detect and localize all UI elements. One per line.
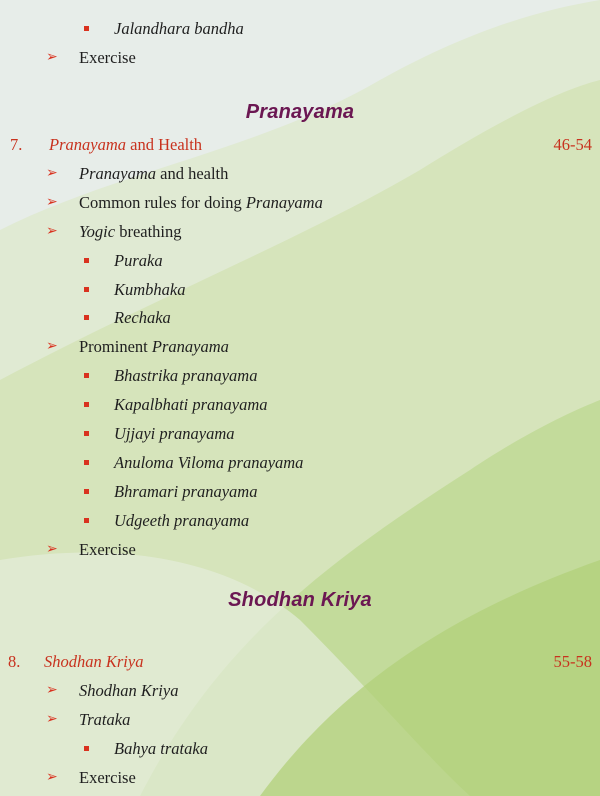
arrowhead-bullet-icon: ➢ xyxy=(46,339,58,355)
entry-text-part: Shodhan Kriya xyxy=(44,652,144,671)
entry-text-part: Prominent xyxy=(79,337,152,357)
entry-text-part: breathing xyxy=(115,221,182,241)
entry-text-part: Pranayama xyxy=(245,192,323,212)
arrowhead-bullet-icon: ➢ xyxy=(46,165,58,181)
arrowhead-bullet-icon: ➢ xyxy=(46,711,58,727)
toc-entry xyxy=(0,333,600,361)
arrowhead-bullet-icon: ➢ xyxy=(46,541,58,557)
chapter-page-range: 55-58 xyxy=(553,652,592,671)
toc-entry-label xyxy=(79,218,182,246)
toc-subentry xyxy=(0,478,600,506)
toc-entry-label xyxy=(79,536,136,564)
entry-text-part: Shodhan Kriya xyxy=(79,680,179,700)
chapter-number: 7. xyxy=(10,135,23,154)
red-square-bullet-icon xyxy=(84,518,89,523)
toc-entry xyxy=(0,706,600,734)
toc-subentry xyxy=(0,391,600,419)
toc-subentry-label: Bhramari pranayama xyxy=(114,481,258,501)
toc-entry-label xyxy=(79,677,178,705)
entry-text-part: and health xyxy=(156,163,229,183)
entry-text-part: Trataka xyxy=(79,709,131,729)
chapter-entry xyxy=(0,131,600,159)
entry-text-part: Pranayama xyxy=(151,337,229,357)
chapter-number: 8. xyxy=(8,652,21,671)
toc-subentry xyxy=(0,304,600,332)
toc-subentry-label: Anuloma Viloma pranayama xyxy=(114,452,304,472)
entry-text-part: Exercise xyxy=(79,539,136,559)
chapter-entry xyxy=(0,648,600,676)
toc-entry-label xyxy=(79,189,323,217)
toc-subentry xyxy=(0,420,600,448)
toc-entry xyxy=(0,677,600,705)
toc-entry xyxy=(0,160,600,188)
toc-subentry xyxy=(0,15,600,43)
red-square-bullet-icon xyxy=(84,315,89,320)
red-square-bullet-icon xyxy=(84,287,89,292)
red-square-bullet-icon xyxy=(84,258,89,263)
arrowhead-bullet-icon: ➢ xyxy=(46,682,58,698)
red-square-bullet-icon xyxy=(84,460,89,465)
chapter-page-range: 46-54 xyxy=(553,135,592,154)
toc-entry xyxy=(0,189,600,217)
toc-subentry xyxy=(0,276,600,304)
toc-subentry-label: Udgeeth pranayama xyxy=(114,510,250,530)
toc-subentry xyxy=(0,362,600,390)
toc-subentry xyxy=(0,247,600,275)
chapter-title[interactable] xyxy=(44,648,143,676)
arrowhead-bullet-icon: ➢ xyxy=(46,223,58,239)
toc-entry xyxy=(0,764,600,792)
toc-subentry-label: Bahya trataka xyxy=(114,738,208,758)
toc-entry-label xyxy=(79,706,130,734)
entry-text-part: Pranayama xyxy=(49,135,126,154)
chapter-title[interactable] xyxy=(49,131,202,159)
toc-subentry-label: Jalandhara bandha xyxy=(114,19,244,38)
red-square-bullet-icon xyxy=(84,26,89,31)
entry-text-part: and Health xyxy=(126,135,203,154)
toc-entry xyxy=(0,44,600,72)
toc-entry xyxy=(0,218,600,246)
entry-text-part: Pranayama xyxy=(79,163,156,183)
entry-text-part: Yogic xyxy=(79,221,116,241)
toc-subentry-label: Puraka xyxy=(114,250,163,270)
red-square-bullet-icon xyxy=(84,489,89,494)
toc-subentry xyxy=(0,507,600,535)
toc-subentry xyxy=(0,449,600,477)
toc-entry-label xyxy=(79,333,229,361)
red-square-bullet-icon xyxy=(84,746,89,751)
toc-subentry-label: Kumbhaka xyxy=(114,279,186,299)
red-square-bullet-icon xyxy=(84,373,89,378)
section-heading: Shodhan Kriya xyxy=(228,589,372,611)
red-square-bullet-icon xyxy=(84,431,89,436)
arrowhead-bullet-icon: ➢ xyxy=(46,769,58,785)
toc-subentry-label: Bhastrika pranayama xyxy=(114,366,258,386)
entry-text-part: Exercise xyxy=(79,767,136,787)
toc-entry-label xyxy=(79,44,136,72)
section-heading: Pranayama xyxy=(245,101,355,123)
toc-subentry-label: Rechaka xyxy=(114,308,171,328)
arrowhead-bullet-icon: ➢ xyxy=(46,49,58,65)
entry-text-part: Common rules for doing xyxy=(79,192,246,212)
toc-entry xyxy=(0,536,600,564)
arrowhead-bullet-icon: ➢ xyxy=(46,194,58,210)
toc-entry-label xyxy=(79,764,136,792)
toc-subentry-label: Ujjayi pranayama xyxy=(114,424,235,443)
entry-text-part: Exercise xyxy=(79,47,136,67)
toc-entry-label xyxy=(79,160,228,188)
toc-subentry xyxy=(0,735,600,763)
toc-subentry-label: Kapalbhati pranayama xyxy=(114,395,268,415)
red-square-bullet-icon xyxy=(84,402,89,407)
